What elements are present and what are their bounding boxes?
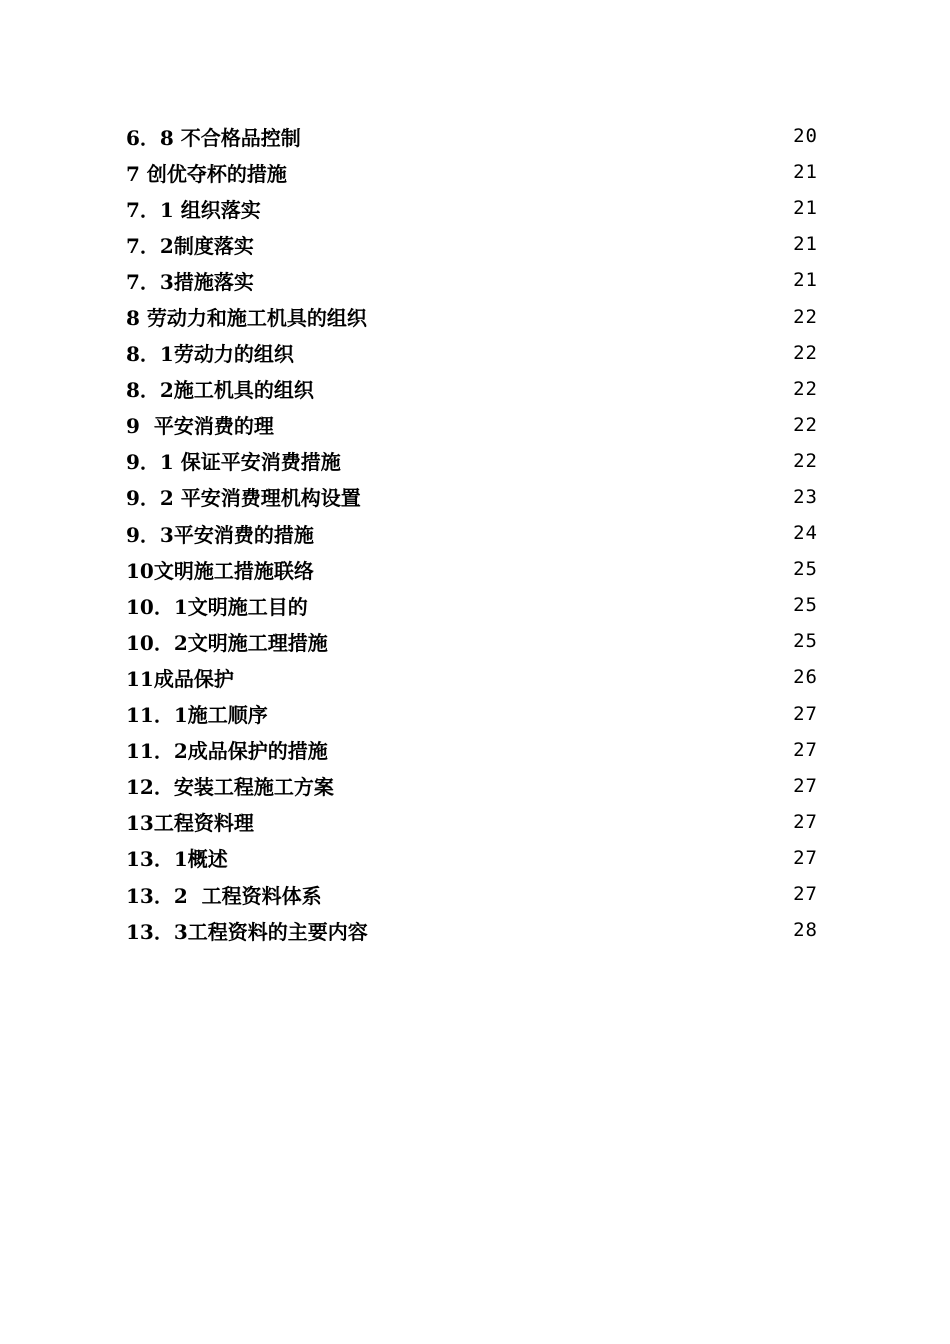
toc-entry-title: 9 平安消费的理	[126, 414, 274, 439]
toc-entry-page: 27	[793, 810, 818, 833]
toc-entry[interactable]	[126, 407, 818, 443]
toc-entry-title: 12．安装工程施工方案	[126, 775, 334, 800]
toc-entry[interactable]	[126, 262, 818, 298]
toc-entry-page: 25	[793, 630, 818, 653]
toc-entry-title: 13工程资料理	[126, 811, 254, 836]
toc-entry-page: 28	[793, 919, 818, 942]
toc-entry[interactable]	[126, 768, 818, 804]
toc-entry[interactable]	[126, 515, 818, 551]
toc-entry[interactable]	[126, 118, 818, 154]
toc-entry-page: 25	[793, 594, 818, 617]
toc-entry-title: 10．1文明施工目的	[126, 594, 308, 619]
toc-entry-page: 27	[793, 774, 818, 797]
toc-entry-page: 22	[793, 341, 818, 364]
toc-entry-page: 21	[793, 233, 818, 256]
toc-entry[interactable]	[126, 154, 818, 190]
toc-entry[interactable]	[126, 732, 818, 768]
toc-entry-title: 7．2制度落实	[126, 233, 254, 258]
toc-entry-page: 21	[793, 197, 818, 220]
toc-entry[interactable]	[126, 804, 818, 840]
toc-entry-title: 10文明施工措施联络	[126, 558, 314, 583]
toc-entry[interactable]	[126, 587, 818, 623]
toc-entry[interactable]	[126, 912, 818, 948]
toc-entry-page: 25	[793, 558, 818, 581]
toc-entry-title: 8．2施工机具的组织	[126, 378, 314, 403]
toc-entry[interactable]	[126, 659, 818, 695]
toc-entry[interactable]	[126, 696, 818, 732]
toc-entry-page: 20	[793, 125, 818, 148]
toc-entry[interactable]	[126, 298, 818, 334]
toc-entry[interactable]	[126, 443, 818, 479]
toc-entry[interactable]	[126, 479, 818, 515]
toc-entry-page: 22	[793, 305, 818, 328]
toc-entry-title: 11．1施工顺序	[126, 703, 268, 728]
toc-entry-page: 23	[793, 485, 818, 508]
toc-entry-page: 22	[793, 413, 818, 436]
toc-entry-title: 11．2成品保护的措施	[126, 739, 328, 764]
toc-entry-page: 26	[793, 666, 818, 689]
toc-entry[interactable]	[126, 371, 818, 407]
toc-entry-page: 24	[793, 522, 818, 545]
toc-entry-title: 9．3平安消费的措施	[126, 522, 314, 547]
toc-entry-page: 22	[793, 449, 818, 472]
toc-entry-title: 9．2 平安消费理机构设置	[126, 486, 361, 511]
toc-entry-title: 9．1 保证平安消费措施	[126, 450, 341, 475]
toc-entry-title: 6．8 不合格品控制	[126, 125, 301, 150]
toc-entry-page: 21	[793, 269, 818, 292]
toc-entry-page: 27	[793, 702, 818, 725]
toc-entry-page: 22	[793, 377, 818, 400]
toc-entry-title: 8 劳动力和施工机具的组织	[126, 306, 367, 331]
toc-entry-title: 13．1概述	[126, 847, 228, 872]
toc-entry-title: 7．1 组织落实	[126, 197, 261, 222]
toc-entry[interactable]	[126, 876, 818, 912]
toc-entry[interactable]	[126, 190, 818, 226]
table-of-contents	[126, 118, 818, 948]
toc-entry-title: 11成品保护	[126, 666, 234, 691]
toc-entry-page: 27	[793, 846, 818, 869]
toc-entry-title: 13．2 工程资料体系	[126, 883, 322, 908]
toc-entry[interactable]	[126, 551, 818, 587]
toc-entry-title: 10．2文明施工理措施	[126, 630, 328, 655]
toc-entry-page: 21	[793, 161, 818, 184]
toc-entry-title: 7．3措施落实	[126, 269, 254, 294]
toc-entry[interactable]	[126, 335, 818, 371]
toc-entry[interactable]	[126, 840, 818, 876]
toc-entry-title: 7 创优夺杯的措施	[126, 161, 287, 186]
toc-entry-title: 8．1劳动力的组织	[126, 342, 294, 367]
toc-entry-page: 27	[793, 738, 818, 761]
toc-entry[interactable]	[126, 623, 818, 659]
toc-entry[interactable]	[126, 226, 818, 262]
toc-entry-title: 13．3工程资料的主要内容	[126, 919, 368, 944]
toc-entry-page: 27	[793, 883, 818, 906]
